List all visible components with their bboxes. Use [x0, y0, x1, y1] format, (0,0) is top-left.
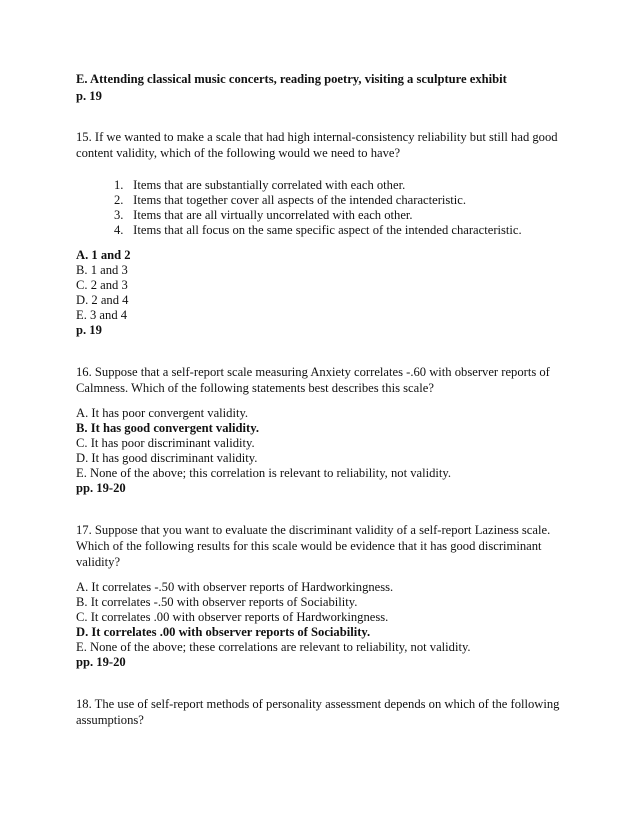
- q17-option-c: C. It correlates .00 with observer reports of Hardworkingness.: [76, 610, 389, 624]
- q16-option-b-correct: B. It has good convergent validity.: [76, 421, 259, 435]
- q15-option-d: D. 2 and 4: [76, 293, 129, 307]
- q16-option-d: D. It has good discriminant validity.: [76, 451, 258, 465]
- q15-item-text: Items that together cover all aspects of the intended characteristic.: [133, 193, 467, 207]
- q15-item: [114, 178, 405, 193]
- q15-stem-line2: content validity, which of the following would we need to have?: [76, 146, 401, 160]
- q17-option-d-correct: D. It correlates .00 with observer reports of Sociability.: [76, 625, 371, 639]
- q16-option-c: C. It has poor discriminant validity.: [76, 436, 255, 450]
- q15-item: [114, 223, 522, 238]
- q17-option-b: B. It correlates -.50 with observer reports of Sociability.: [76, 595, 358, 609]
- q15-stem-line1: 15. If we wanted to make a scale that had high internal-consistency reliability but still had good: [76, 130, 558, 144]
- q15-option-e: E. 3 and 4: [76, 308, 128, 322]
- q16-stem-line2: Calmness. Which of the following statements best describes this scale?: [76, 381, 434, 395]
- q17-option-a: A. It correlates -.50 with observer reports of Hardworkingness.: [76, 580, 394, 594]
- q14-page-ref: p. 19: [76, 89, 102, 103]
- q17-option-e: E. None of the above; these correlations are relevant to reliability, not validity.: [76, 640, 471, 654]
- q14-answer-e: E. Attending classical music concerts, reading poetry, visiting a sculpture exhibit: [76, 72, 507, 86]
- q15-item: [114, 208, 413, 223]
- q16-page-ref: pp. 19-20: [76, 481, 126, 495]
- q15-option-a-correct: A. 1 and 2: [76, 248, 131, 262]
- q17-stem-line3: validity?: [76, 555, 121, 569]
- q16-option-a: A. It has poor convergent validity.: [76, 406, 249, 420]
- q15-item-number: 1.: [114, 178, 124, 192]
- q16-stem-line1: 16. Suppose that a self-report scale measuring Anxiety correlates -.60 with observer reports of: [76, 365, 550, 379]
- q15-item: [114, 193, 466, 208]
- q15-option-c: C. 2 and 3: [76, 278, 128, 292]
- q15-option-b: B. 1 and 3: [76, 263, 128, 277]
- q15-item-number: 4.: [114, 223, 124, 237]
- q18-stem-line2: assumptions?: [76, 713, 144, 727]
- q15-item-number: 2.: [114, 193, 124, 207]
- q15-item-number: 3.: [114, 208, 124, 222]
- q15-item-text: Items that all focus on the same specific aspect of the intended characteristic.: [133, 223, 522, 237]
- q17-page-ref: pp. 19-20: [76, 655, 126, 669]
- q17-stem-line2: Which of the following results for this scale would be evidence that it has good discriminant: [76, 539, 542, 553]
- q18-stem-line1: 18. The use of self-report methods of personality assessment depends on which of the following: [76, 697, 560, 711]
- q15-item-text: Items that are substantially correlated with each other.: [133, 178, 406, 192]
- q17-stem-line1: 17. Suppose that you want to evaluate the discriminant validity of a self-report Laziness scale.: [76, 523, 551, 537]
- q16-option-e: E. None of the above; this correlation is relevant to reliability, not validity.: [76, 466, 452, 480]
- q15-page-ref: p. 19: [76, 323, 102, 337]
- q15-item-text: Items that are all virtually uncorrelated with each other.: [133, 208, 413, 222]
